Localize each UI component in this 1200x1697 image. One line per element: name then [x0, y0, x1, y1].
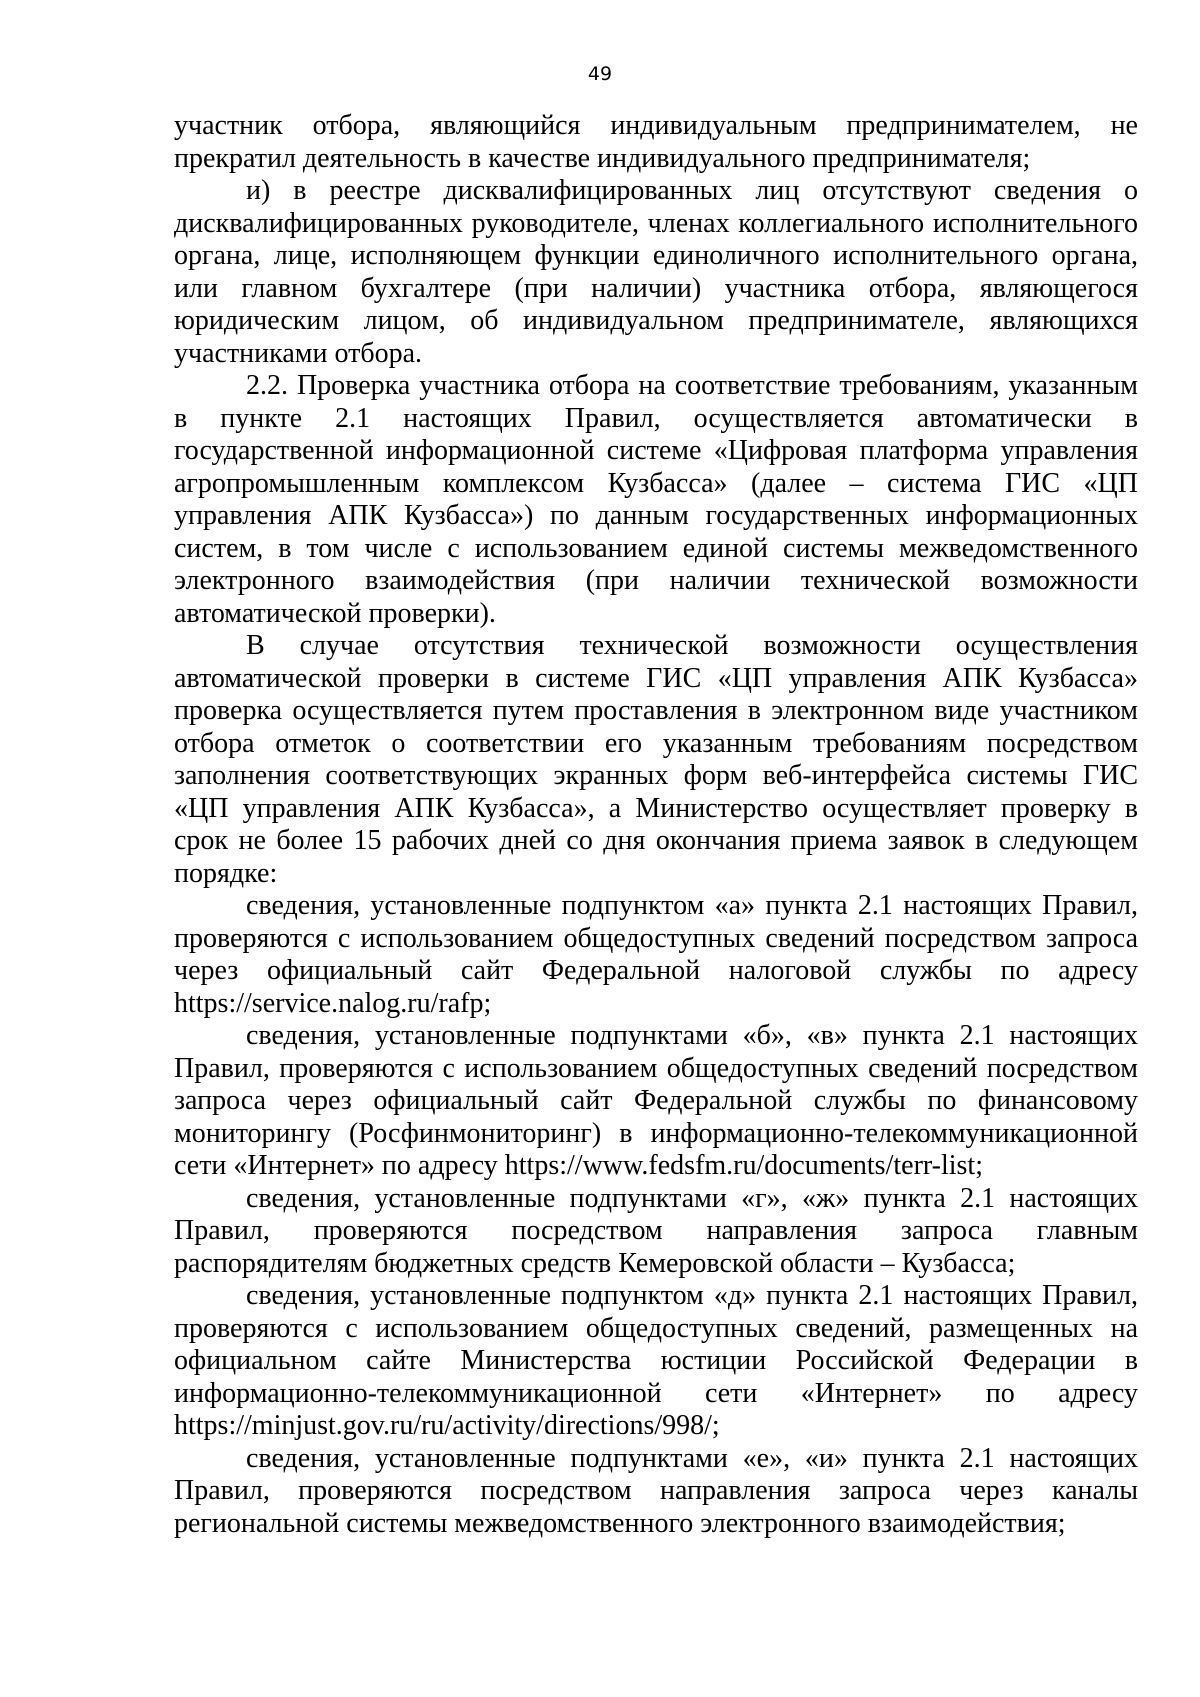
- paragraph-3: 2.2. Проверка участника отбора на соответствие требованиям, указанным в пункте 2.1 настоящих Правил, осуществляется автоматически в государственной информационной системе «Цифровая платформа управления агропромышленным комплексом Кузбасса» (далее – система ГИС «ЦП управления АПК Кузбасса») по данным государственных информационных систем, в том числе с использованием единой системы межведомственного электронного взаимодействия (при наличии технической возможности автоматической проверки).: [174, 370, 1138, 629]
- document-body: [174, 110, 1138, 1540]
- paragraph-8: сведения, установленные подпунктом «д» пункта 2.1 настоящих Правил, проверяются с использованием общедоступных сведений, размещенных на официальном сайте Министерства юстиции Российской Федерации в информационно-телекоммуникационной сети «Интернет» по адресу https://minjust.gov.ru/ru/activity/directions/998/;: [174, 1280, 1138, 1441]
- paragraph-1: участник отбора, являющийся индивидуальным предпринимателем, не прекратил деятельность в качестве индивидуального предпринимателя;: [174, 110, 1138, 174]
- paragraph-5: сведения, установленные подпунктом «а» пункта 2.1 настоящих Правил, проверяются с использованием общедоступных сведений посредством запроса через официальный сайт Федеральной налоговой службы по адресу https://service.nalog.ru/rafp;: [174, 890, 1138, 1019]
- paragraph-4: В случае отсутствия технической возможности осуществления автоматической проверки в системе ГИС «ЦП управления АПК Кузбасса» проверка осуществляется путем проставления в электронном виде участником отбора отметок о соответствии его указанным требованиям посредством заполнения соответствующих экранных форм веб-интерфейса системы ГИС «ЦП управления АПК Кузбасса», а Министерство осуществляет проверку в срок не более 15 рабочих дней со дня окончания приема заявок в следующем порядке:: [174, 630, 1138, 889]
- paragraph-9: сведения, установленные подпунктами «е», «и» пункта 2.1 настоящих Правил, проверяются посредством направления запроса через каналы региональной системы межведомственного электронного взаимодействия;: [174, 1442, 1138, 1539]
- paragraph-7: сведения, установленные подпунктами «г», «ж» пункта 2.1 настоящих Правил, проверяются посредством направления запроса главным распорядителям бюджетных средств Кемеровской области – Кузбасса;: [174, 1182, 1138, 1279]
- paragraph-2: и) в реестре дисквалифицированных лиц отсутствуют сведения о дисквалифицированных руководителе, членах коллегиального исполнительного органа, лице, исполняющем функции единоличного исполнительного органа, или главном бухгалтере (при наличии) участника отбора, являющегося юридическим лицом, об индивидуальном предпринимателе, являющихся участниками отбора.: [174, 175, 1138, 369]
- paragraph-6: сведения, установленные подпунктами «б», «в» пункта 2.1 настоящих Правил, проверяются с использованием общедоступных сведений посредством запроса через официальный сайт Федеральной службы по финансовому мониторингу (Росфинмониторинг) в информационно-телекоммуникационной сети «Интернет» по адресу https://www.fedsfm.ru/documents/terr-list;: [174, 1020, 1138, 1181]
- page-number: 49: [587, 63, 613, 85]
